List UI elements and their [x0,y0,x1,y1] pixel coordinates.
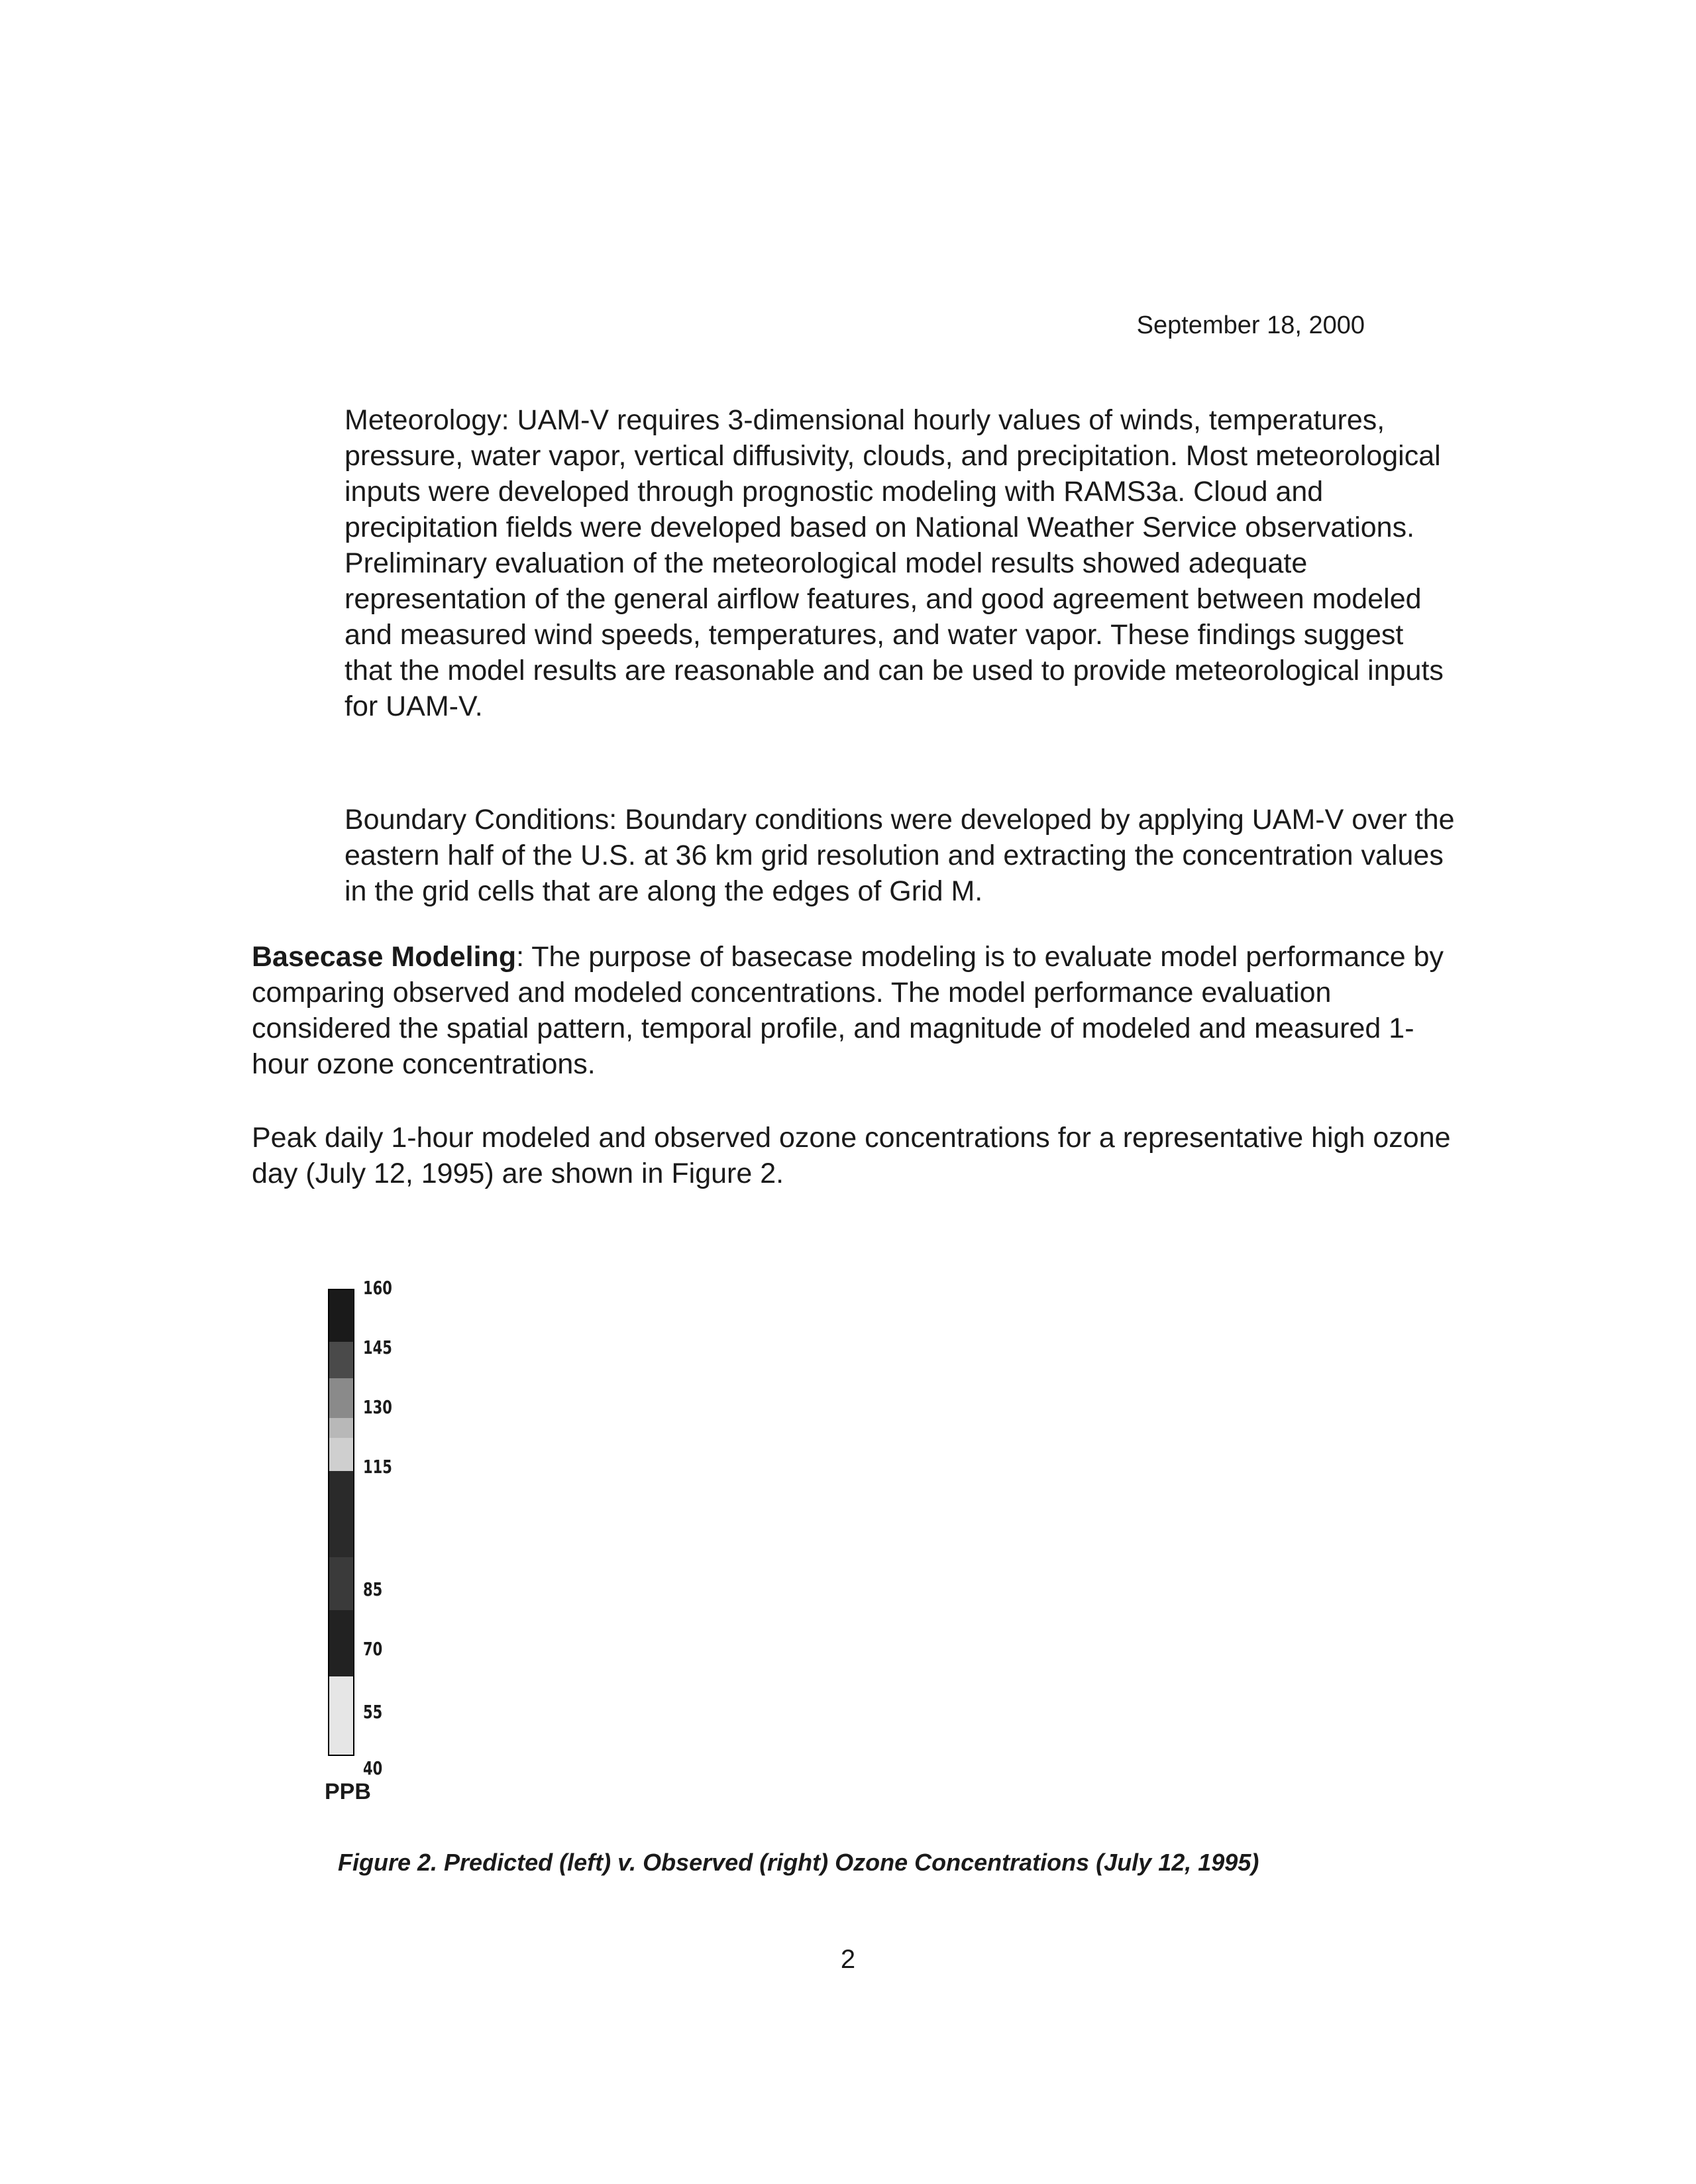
scale-label-85: 85 [363,1578,383,1600]
basecase-modeling-heading: Basecase Modeling [252,941,517,973]
scale-label-160: 160 [363,1277,392,1299]
page-number: 2 [840,1945,856,1974]
scale-band-85-70 [328,1557,354,1610]
ppb-color-scale [328,1289,354,1756]
figure-caption: Figure 2. Predicted (left) v. Observed (right) Ozone Concentrations (July 12, 1995) [338,1849,1259,1876]
meteorology-paragraph: Meteorology: UAM-V requires 3-dimensional hourly values of winds, temperatures, pressure, water vapor, vertical diffusivity, clouds, and precipitation. Most meteorological inputs were developed through prognostic modeling with RAMS3a. Cloud and precipitation fields were developed based on National Weather Service observations. Preliminary evaluation of the meteorological model results showed adequate representation of the general airflow features, and good agreement between modeled and measured wind speeds, temperatures, and water vapor. These findings suggest that the model results are reasonable and can be used to provide meteorological inputs for UAM-V. [344,404,1444,722]
scale-band-160-145 [328,1289,354,1342]
scale-label-40: 40 [363,1757,383,1779]
scale-band-115-100 [328,1438,354,1471]
scale-label-115: 115 [363,1456,392,1478]
scale-band-55-40 [328,1676,354,1756]
basecase-modeling-paragraph [252,939,1458,1082]
scale-band-100-85 [328,1471,354,1557]
scale-label-70: 70 [363,1638,383,1660]
peak-ozone-paragraph: Peak daily 1-hour modeled and observed ozone concentrations for a representative high ozone day (July 12, 1995) are shown in Figure 2. [252,1122,1451,1189]
scale-band-145-130 [328,1342,354,1378]
scale-unit-label: PPB [325,1779,371,1804]
scale-band-70-55 [328,1610,354,1676]
scale-label-55: 55 [363,1701,383,1723]
basecase-modeling-body: : The purpose of basecase modeling is to evaluate model performance by comparing observed and modeled concentrations. The model performance evaluation considered the spatial pattern, temporal profile, and magnitude of modeled and measured 1-hour ozone concentrations. [252,941,1444,1080]
boundary-conditions-paragraph: Boundary Conditions: Boundary conditions were developed by applying UAM-V over the eastern half of the U.S. at 36 km grid resolution and extracting the concentration values in the grid cells that are along the edges of Grid M. [344,804,1455,907]
scale-label-130: 130 [363,1396,392,1418]
scale-band-130-115b [328,1418,354,1438]
scale-band-130-115a [328,1378,354,1418]
document-date: September 18, 2000 [1136,311,1365,339]
scale-label-145: 145 [363,1337,392,1358]
